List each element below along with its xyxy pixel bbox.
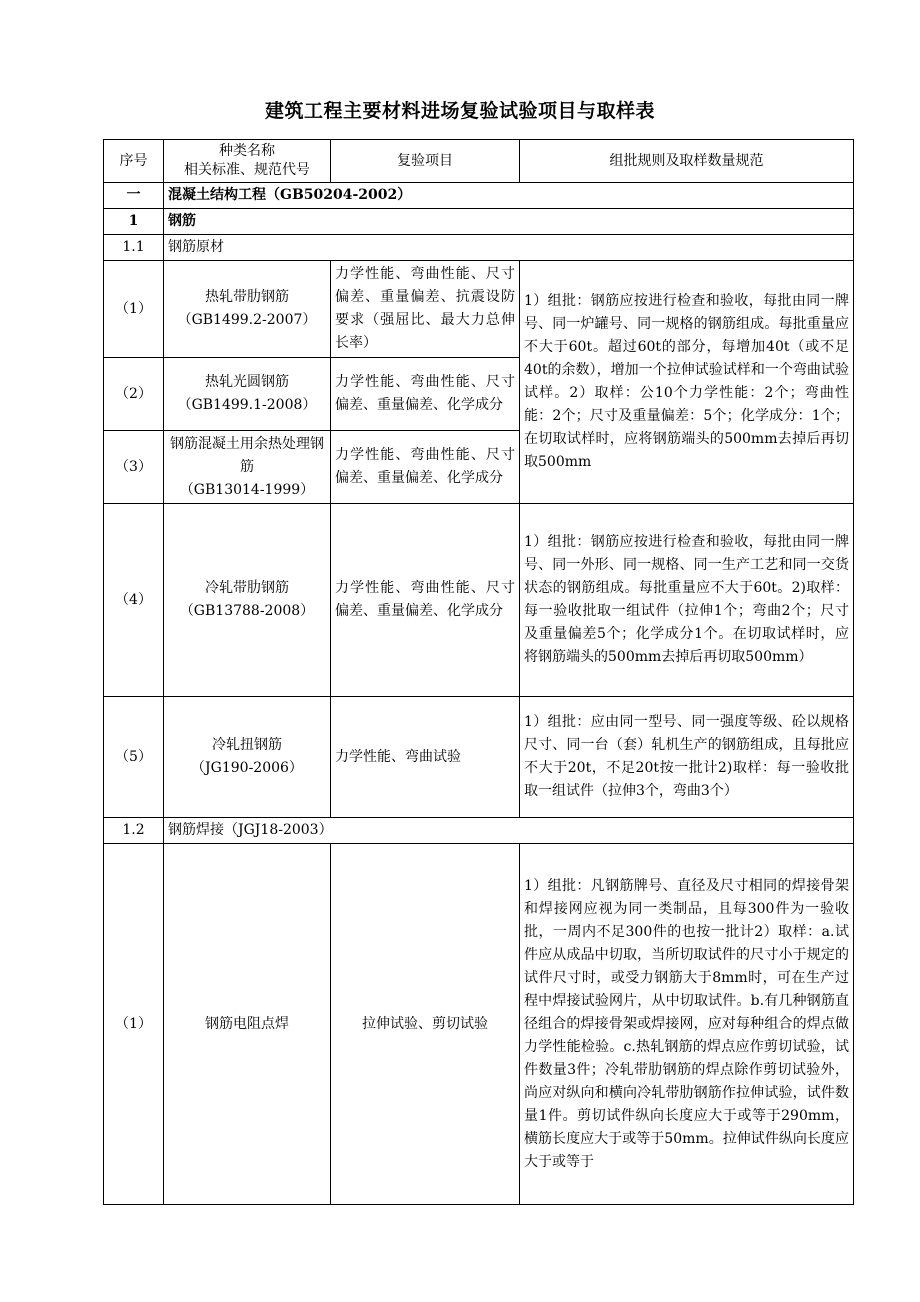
- row-number: （1）: [104, 261, 164, 358]
- header-items: 复验项目: [331, 140, 520, 183]
- section-title: 钢筋焊接（JGJ18-2003）: [164, 818, 854, 844]
- row-number: （1）: [104, 844, 164, 1205]
- section-row: [104, 209, 854, 235]
- table-row: [104, 504, 854, 697]
- page-title: 建筑工程主要材料进场复验试验项目与取样表: [264, 100, 655, 122]
- test-items: 拉伸试验、剪切试验: [331, 844, 520, 1205]
- material-standard: （JG190-2006）: [191, 760, 303, 776]
- section-number: 1.1: [104, 235, 164, 261]
- section-row: [104, 183, 854, 209]
- section-title: 混凝土结构工程（GB50204-2002）: [164, 183, 854, 209]
- material-name: [164, 504, 331, 697]
- row-number: （5）: [104, 697, 164, 818]
- section-number: 1: [104, 209, 164, 235]
- material-name: 钢筋电阻点焊: [164, 844, 331, 1205]
- test-items: 力学性能、弯曲性能、尺寸偏差、重量偏差、化学成分: [331, 504, 520, 697]
- row-number: （4）: [104, 504, 164, 697]
- section-row: [104, 818, 854, 844]
- row-number: （3）: [104, 431, 164, 504]
- test-items: 力学性能、弯曲性能、尺寸偏差、重量偏差、化学成分: [331, 431, 520, 504]
- sampling-rules: 1）组批：应由同一型号、同一强度等级、砼以规格尺寸、同一台（套）轧机生产的钢筋组成，且每批应不大于20t，不足20t按一批计2)取样：每一验收批取一组试件（拉伸3个，弯曲3个）: [520, 697, 854, 818]
- material-name: [164, 261, 331, 358]
- section-row: [104, 235, 854, 261]
- section-number: 一: [104, 183, 164, 209]
- table-row: [104, 844, 854, 1205]
- row-number: （2）: [104, 358, 164, 431]
- header-name-line2: 相关标准、规范代号: [184, 162, 310, 178]
- material-standard: （GB1499.1-2008）: [177, 397, 317, 413]
- materials-table: [103, 139, 854, 1205]
- material-standard: （GB13788-2008）: [179, 603, 315, 619]
- material-name: [164, 697, 331, 818]
- material-name-line1: 热轧光圆钢筋: [205, 374, 289, 390]
- header-seq: 序号: [104, 140, 164, 183]
- sampling-rules: 1）组批：凡钢筋牌号、直径及尺寸相同的焊接骨架和焊接网应视为同一类制品，且每300件为一验收批，一周内不足300件的也按一批计2）取样：a.试件应从成品中切取，当所切取试件的尺寸小于规定的试件尺寸时，或受力钢筋大于8mm时，可在生产过程中焊接试验网片，从中切取试件。b.有几种钢筋直径组合的焊接骨架或焊接网，应对每种组合的焊点做力学性能检验。c.热轧钢筋的焊点应作剪切试验，试件数量3件；冷轧带肋钢筋的焊点除作剪切试验外，尚应对纵向和横向冷轧带肋钢筋作拉伸试验，试件数量1件。剪切试件纵向长度应大于或等于290mm，横筋长度应大于或等于50mm。拉伸试件纵向长度应大于或等于: [520, 844, 854, 1205]
- test-items: 力学性能、弯曲性能、尺寸偏差、重量偏差、化学成分: [331, 358, 520, 431]
- material-name: [164, 358, 331, 431]
- material-standard: （GB1499.2-2007）: [177, 312, 317, 328]
- test-items: 力学性能、弯曲性能、尺寸偏差、重量偏差、抗震设防要求（强屈比、最大力总伸长率）: [331, 261, 520, 358]
- material-name-line1: 钢筋混凝土用余热处理钢筋: [170, 435, 324, 475]
- section-title: 钢筋原材: [164, 235, 854, 261]
- material-standard: （GB13014-1999）: [179, 481, 315, 498]
- sampling-rules: 1）组批：钢筋应按进行检查和验收，每批由同一牌号、同一外形、同一规格、同一生产工艺和同一交货状态的钢筋组成。每批重量应不大于60t。2)取样：每一验收批取一组试件（拉伸1个；弯曲2个；尺寸及重量偏差5个；化学成分1个。在切取试样时，应将钢筋端头的500mm去掉后再切取500mm）: [520, 504, 854, 697]
- table-header-row: [104, 140, 854, 183]
- header-rules: 组批规则及取样数量规范: [520, 140, 854, 183]
- table-row: [104, 697, 854, 818]
- section-title: 钢筋: [164, 209, 854, 235]
- sampling-rules: 1）组批：钢筋应按进行检查和验收，每批由同一牌号、同一炉罐号、同一规格的钢筋组成。每批重量应不大于60t。超过60t的部分，每增加40t（或不足40t的余数），增加一个拉伸试验试样和一个弯曲试验试样。2）取样：公10个力学性能：2个；弯曲性能：2个；尺寸及重量偏差：5个；化学成分：1个；在切取试样时，应将钢筋端头的500mm去掉后再切取500mm: [520, 261, 854, 504]
- material-name: [164, 431, 331, 504]
- material-name-line1: 冷轧带肋钢筋: [205, 580, 289, 596]
- table-row: [104, 261, 854, 358]
- header-name-line1: 种类名称: [219, 143, 275, 159]
- header-name: [164, 140, 331, 183]
- section-number: 1.2: [104, 818, 164, 844]
- test-items: 力学性能、弯曲试验: [331, 697, 520, 818]
- material-name-line1: 热轧带肋钢筋: [205, 289, 289, 305]
- material-name-line1: 冷轧扭钢筋: [212, 737, 282, 753]
